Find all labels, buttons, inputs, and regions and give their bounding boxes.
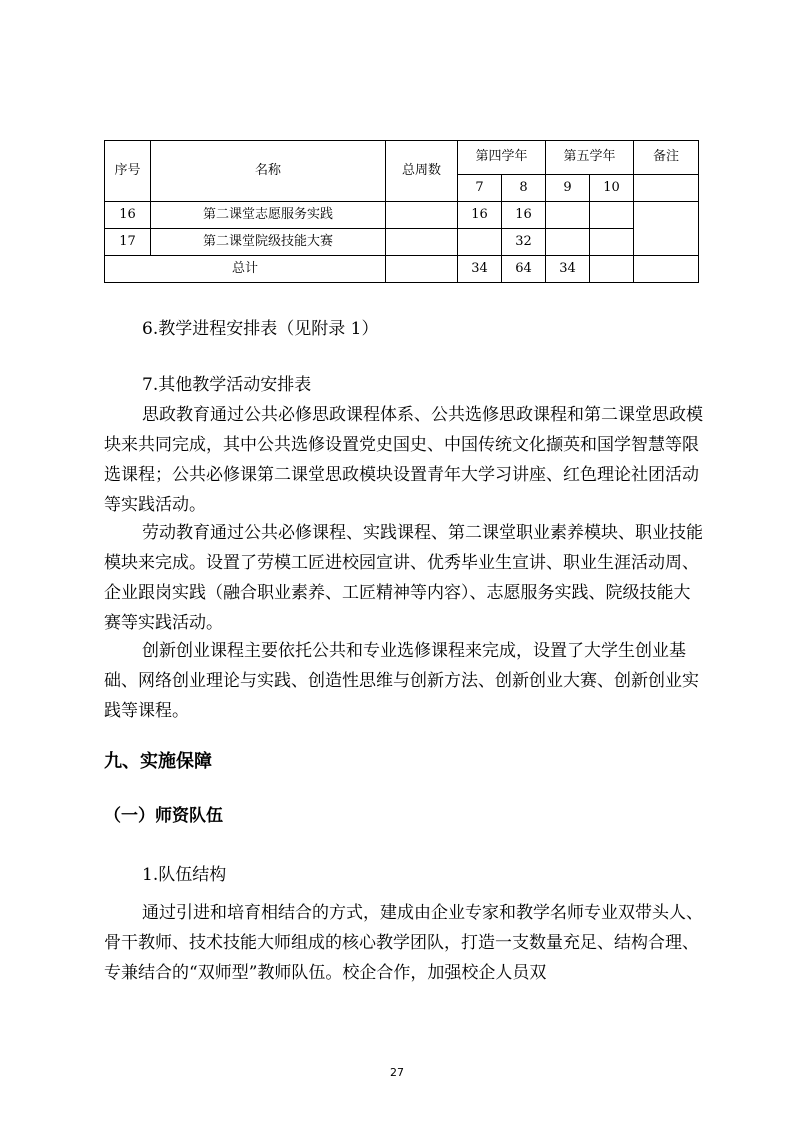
- paragraph-team-structure: 通过引进和培育相结合的方式，建成由企业专家和教学名师专业双带头人、骨干教师、技术技能大师组成的核心教学团队，打造一支数量充足、结构合理、专兼结合的“双师型”教师队伍。校企合作，加强校企人员双: [104, 903, 703, 983]
- row-s8: 32: [502, 229, 546, 256]
- row-s8: 16: [502, 202, 546, 229]
- header-semester-8: 8: [502, 175, 546, 202]
- header-semester-10: 10: [590, 175, 634, 202]
- row-name: 第二课堂院级技能大赛: [151, 229, 386, 256]
- heading-implementation: 九、实施保障: [104, 751, 212, 772]
- section-7-heading: 7.其他教学活动安排表: [142, 375, 312, 395]
- total-s7: 34: [458, 256, 502, 283]
- row-seq: 17: [105, 229, 151, 256]
- row-s9: [546, 229, 590, 256]
- teaching-schedule-table: [104, 140, 699, 283]
- row-seq: 16: [105, 202, 151, 229]
- row-s7: 16: [458, 202, 502, 229]
- row-weeks: [386, 202, 458, 229]
- row-s7: [458, 229, 502, 256]
- header-year5: 第五学年: [546, 141, 634, 175]
- total-s10: [590, 256, 634, 283]
- row-weeks: [386, 229, 458, 256]
- paragraph-innovation: 创新创业课程主要依托公共和专业选修课程来完成，设置了大学生创业基础、网络创业理论与实践、创造性思维与创新方法、创新创业大赛、创新创业实践等课程。: [104, 641, 699, 721]
- paragraph-labor: 劳动教育通过公共必修课程、实践课程、第二课堂职业素养模块、职业技能模块来完成。设置了劳模工匠进校园宣讲、优秀毕业生宣讲、职业生涯活动周、企业跟岗实践（融合职业素养、工匠精神等内容）、志愿服务实践、院级技能大赛等实践活动。: [104, 523, 703, 633]
- header-semester-9: 9: [546, 175, 590, 202]
- table-row: [105, 229, 699, 256]
- row-s9: [546, 202, 590, 229]
- row-s10: [590, 202, 634, 229]
- total-remarks: [634, 256, 699, 283]
- total-label: 总计: [105, 256, 386, 283]
- header-name: 名称: [151, 141, 386, 202]
- total-s8: 64: [502, 256, 546, 283]
- page-number: 27: [390, 1066, 404, 1079]
- heading-faculty: （一）师资队伍: [104, 806, 223, 826]
- row-name: 第二课堂志愿服务实践: [151, 202, 386, 229]
- section-1-heading: 1.队伍结构: [142, 865, 227, 885]
- header-remarks: 备注: [634, 141, 699, 175]
- section-6-heading: 6.教学进程安排表（见附录 1）: [142, 319, 379, 339]
- header-seq: 序号: [105, 141, 151, 202]
- total-s9: 34: [546, 256, 590, 283]
- header-weeks: 总周数: [386, 141, 458, 202]
- row-s10: [590, 229, 634, 256]
- paragraph-ideology: 思政教育通过公共必修思政课程体系、公共选修思政课程和第二课堂思政模块来共同完成，其中公共选修设置党史国史、中国传统文化撷英和国学智慧等限选课程；公共必修课第二课堂思政模块设置青年大学习讲座、红色理论社团活动等实践活动。: [104, 405, 703, 515]
- total-weeks: [386, 256, 458, 283]
- remarks-cell: [634, 175, 699, 202]
- table-row: [105, 202, 699, 229]
- total-row: [105, 256, 699, 283]
- remarks-cell: [634, 202, 699, 256]
- header-year4: 第四学年: [458, 141, 546, 175]
- header-semester-7: 7: [458, 175, 502, 202]
